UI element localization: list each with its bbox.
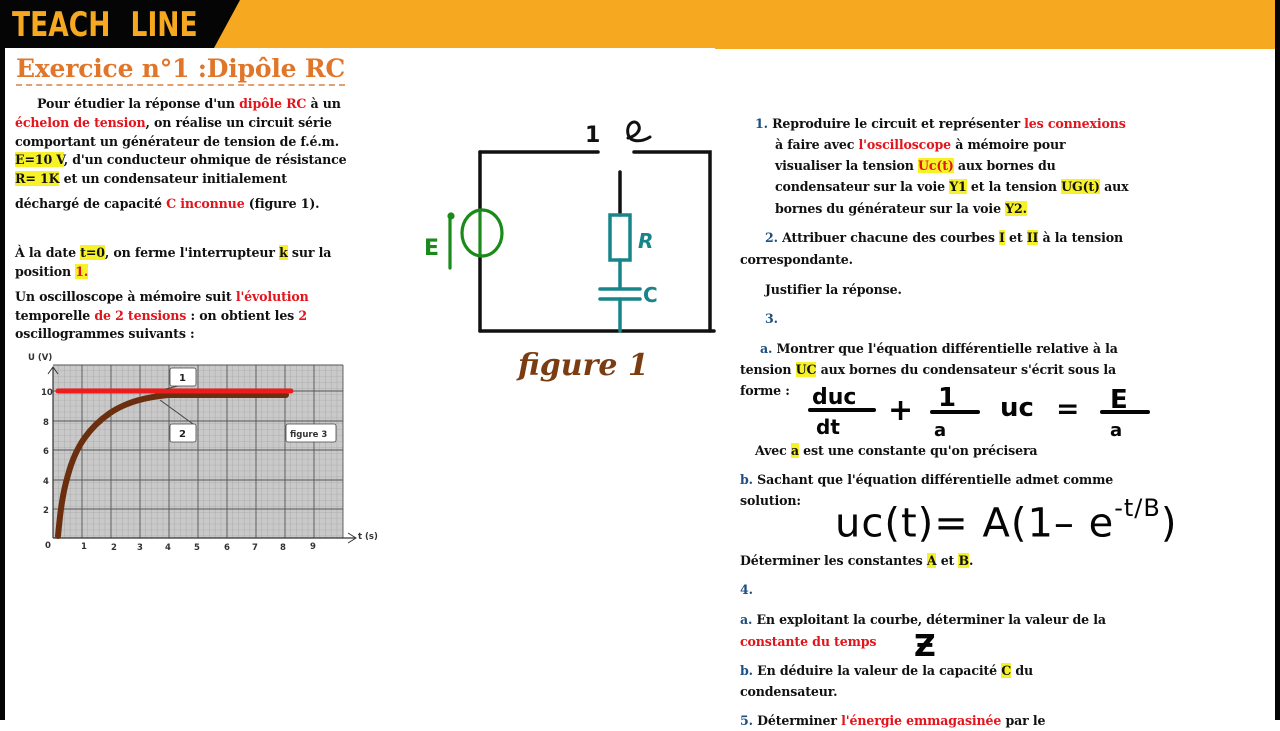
highlighted-value: Uc(t)	[918, 158, 954, 173]
switch-pos-1-label: 1	[585, 123, 601, 148]
intro-line-1	[37, 95, 341, 114]
eq-numerator-1: duc	[812, 385, 857, 410]
highlighted-value: k	[279, 245, 288, 260]
key-term: de 2 tensions	[94, 308, 187, 323]
text: En déduire la valeur de la capacité	[752, 663, 1002, 678]
y-tick: 2	[43, 506, 49, 516]
callout-1-label: 1	[179, 373, 186, 384]
resistor-symbol	[610, 215, 630, 260]
highlighted-value: II	[1026, 230, 1039, 245]
q3b-determine-line	[740, 552, 973, 571]
text: En exploitant la courbe, déterminer la valeur de la	[752, 612, 1106, 627]
key-term: échelon de tension	[15, 115, 146, 130]
right-frame-border	[1275, 0, 1280, 720]
text: Avec	[755, 443, 791, 458]
text: .	[968, 553, 974, 568]
text: aux	[1099, 179, 1129, 194]
x-tick: 4	[165, 543, 171, 553]
q2-line-1	[765, 229, 1123, 248]
key-term: les connexions	[1024, 116, 1126, 131]
handwritten-diff-equation	[808, 380, 1158, 441]
figure-3-label: figure 3	[290, 430, 328, 440]
q3a-line-3: forme :	[740, 383, 790, 398]
highlighted-value: UG(t)	[1061, 179, 1100, 194]
text: à mémoire pour	[950, 137, 1066, 152]
text: et un condensateur initialement	[59, 171, 287, 186]
text: à un	[306, 96, 341, 111]
key-term: l'énergie emmagasinée	[841, 713, 1002, 728]
highlighted-value: UC	[795, 362, 817, 377]
text: Un oscilloscope à mémoire suit	[15, 289, 236, 304]
text: (figure 1).	[244, 196, 320, 211]
q2-line-2: correspondante.	[740, 252, 853, 267]
resistor-label: R	[638, 229, 654, 253]
figure-1-caption: figure 1	[518, 348, 649, 383]
text: tension	[740, 362, 796, 377]
text: À la date	[15, 245, 81, 260]
q3a-line-2	[740, 361, 1116, 380]
text: déchargé de capacité	[15, 196, 167, 211]
text: Déterminer les constantes	[740, 553, 927, 568]
page-top-edge	[715, 47, 1275, 49]
text: et	[1004, 230, 1027, 245]
highlighted-value: 1.	[75, 264, 89, 279]
text: , on réalise un circuit série	[145, 115, 332, 130]
highlighted-value: B	[958, 553, 969, 568]
eq-plus: +	[888, 393, 914, 428]
q4b-line-2: condensateur.	[740, 684, 838, 699]
q3-number: 3.	[765, 311, 778, 326]
x-axis-label: t (s)	[358, 532, 378, 542]
capacitor-label: C	[643, 283, 658, 307]
left-frame-border	[0, 48, 5, 720]
sub-question-letter: a.	[760, 341, 773, 356]
q4a-line-1	[740, 611, 1106, 630]
equation-svg	[808, 380, 1158, 441]
q1-line-3	[775, 157, 1056, 176]
key-term: l'évolution	[235, 289, 309, 304]
text: aux bornes du	[953, 158, 1056, 173]
text: Déterminer	[752, 713, 842, 728]
eq-numerator-2: 1	[938, 383, 957, 413]
eq-denominator-1: dt	[816, 415, 840, 439]
x-tick: 7	[252, 543, 258, 553]
text: à la tension	[1038, 230, 1123, 245]
highlighted-value: t=0	[80, 245, 105, 260]
y-tick: 10	[41, 388, 53, 398]
osc-line-3: oscillogrammes suivants :	[15, 326, 195, 341]
q4-number: 4.	[740, 582, 753, 597]
highlighted-value: a	[790, 443, 799, 458]
generator-symbol	[449, 210, 502, 268]
highlighted-value: I	[999, 230, 1005, 245]
x-tick: 5	[194, 543, 200, 553]
text: position	[15, 264, 76, 279]
solution-main: uc(t)= A(1– e	[835, 500, 1115, 547]
q1-line-4	[775, 178, 1128, 197]
text: visualiser la tension	[775, 158, 919, 173]
handwritten-tau: Ƶ	[914, 629, 936, 664]
brand-logo: TEACH LINE	[12, 5, 198, 45]
y-tick: 8	[43, 418, 49, 428]
text: Montrer que l'équation différentielle relative à la	[772, 341, 1118, 356]
y-axis-label: U (V)	[28, 353, 53, 363]
text: et	[936, 553, 959, 568]
text: Reproduire le circuit et représenter	[772, 116, 1025, 131]
question-number: 5.	[740, 713, 753, 728]
q3a-avec-line	[755, 442, 1037, 461]
intro-line-2	[15, 114, 332, 133]
q2-line-3: Justifier la réponse.	[765, 282, 902, 297]
q5-line-1	[740, 712, 1045, 731]
x-tick: 1	[81, 542, 87, 552]
handwritten-solution	[835, 490, 1177, 547]
switch-pos-2-label-icon	[628, 122, 650, 141]
q4a-line-2: constante du temps	[740, 634, 877, 649]
sub-question-letter: a.	[740, 612, 753, 627]
question-number: 1.	[755, 116, 768, 131]
intro-line-4	[15, 151, 347, 170]
generator-label: E	[424, 236, 440, 261]
osc-line-2	[15, 307, 307, 326]
eq-denominator-3: a	[1110, 420, 1123, 441]
x-tick: 3	[137, 543, 143, 553]
oscillogram-chart	[20, 345, 380, 555]
q3a-line-1	[760, 340, 1118, 359]
intro-line-5	[15, 170, 287, 189]
highlighted-value: A	[926, 553, 937, 568]
x-tick: 2	[111, 543, 117, 553]
chart-svg	[20, 345, 380, 555]
question-number: 2.	[765, 230, 778, 245]
text: temporelle	[15, 308, 95, 323]
sub-question-letter: b.	[740, 472, 753, 487]
q3b-line-1	[740, 471, 1113, 490]
text: aux bornes du condensateur s'écrit sous la	[816, 362, 1117, 377]
intro-line-6	[15, 195, 319, 214]
q4b-line-1	[740, 662, 1033, 681]
highlighted-value: Y2.	[1005, 201, 1027, 216]
text: condensateur sur la voie	[775, 179, 950, 194]
q3b-line-2: solution:	[740, 493, 801, 508]
date-line-1	[15, 244, 331, 263]
osc-line-1	[15, 288, 309, 307]
text: par le	[1001, 713, 1046, 728]
y-tick: 6	[43, 447, 49, 457]
text: bornes du générateur sur la voie	[775, 201, 1006, 216]
x-tick: 9	[310, 542, 316, 552]
key-term: C inconnue	[166, 196, 245, 211]
text: Pour étudier la réponse d'un	[37, 96, 240, 111]
key-term: 2	[298, 308, 307, 323]
text: du	[1011, 663, 1034, 678]
eq-equals: =	[1056, 392, 1080, 425]
text: , on ferme l'interrupteur	[104, 245, 280, 260]
rc-circuit-diagram	[410, 110, 730, 390]
text: est une constante qu'on précisera	[798, 443, 1038, 458]
callout-2-label: 2	[179, 429, 186, 440]
q1-line-2	[775, 136, 1066, 155]
text: , d'un conducteur ohmique de résistance	[63, 152, 347, 167]
rc-branch	[600, 215, 640, 331]
eq-denominator-2: a	[934, 420, 947, 441]
text: à faire avec	[775, 137, 859, 152]
q1-line-1	[755, 115, 1126, 134]
x-tick: 0	[45, 541, 51, 551]
key-term: dipôle RC	[239, 96, 307, 111]
highlighted-value: C	[1001, 663, 1012, 678]
text: Attribuer chacune des courbes	[777, 230, 999, 245]
solution-exponent: -t/B	[1114, 494, 1161, 522]
circuit-svg	[410, 110, 730, 390]
exercise-title: Exercice n°1 :Dipôle RC	[16, 54, 345, 86]
y-tick: 4	[43, 477, 49, 487]
q1-line-5	[775, 200, 1027, 219]
highlighted-value: E=10 V	[15, 152, 64, 167]
text: : on obtient les	[186, 308, 299, 323]
key-term: l'oscilloscope	[858, 137, 951, 152]
text: Sachant que l'équation différentielle admet comme	[752, 472, 1114, 487]
sub-question-letter: b.	[740, 663, 753, 678]
intro-line-3: comportant un générateur de tension de f.é.m.	[15, 134, 339, 149]
x-tick: 6	[224, 543, 230, 553]
highlighted-value: R= 1K	[15, 171, 60, 186]
highlighted-value: Y1	[949, 179, 967, 194]
text: et la tension	[966, 179, 1062, 194]
date-line-2	[15, 263, 88, 282]
solution-close: )	[1160, 500, 1178, 547]
x-tick: 8	[280, 543, 286, 553]
eq-numerator-3: E	[1110, 385, 1128, 415]
eq-uc: uc	[1000, 393, 1034, 423]
text: sur la	[287, 245, 332, 260]
